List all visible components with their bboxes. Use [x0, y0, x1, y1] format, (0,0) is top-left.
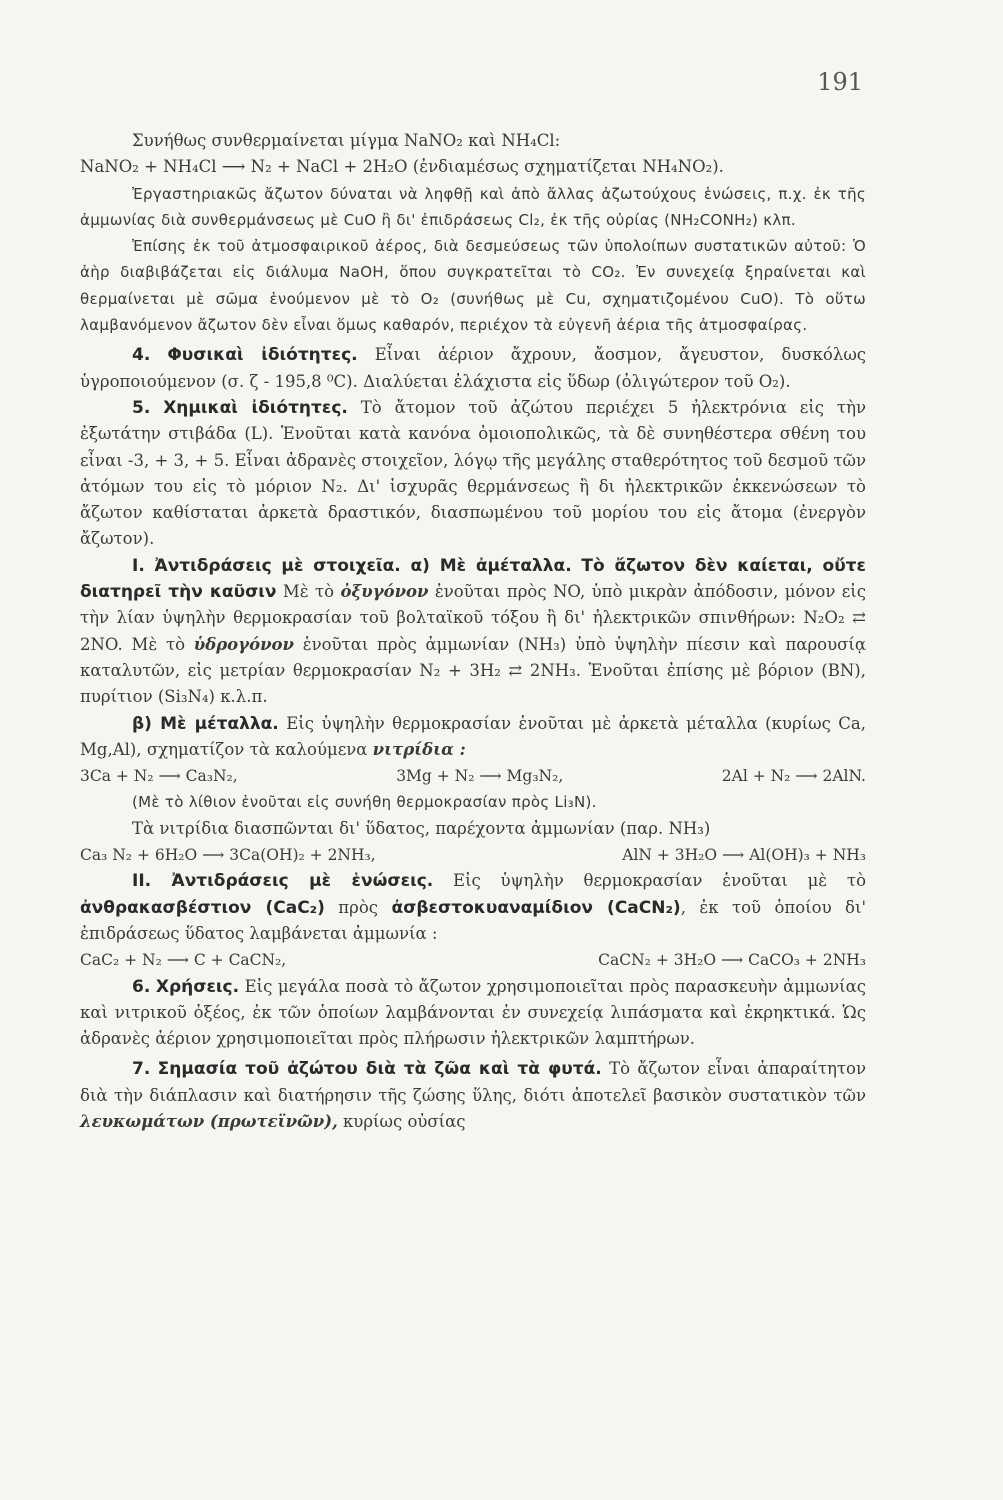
subsection-title: II. Ἀντιδράσεις μὲ ἑνώσεις. [132, 871, 434, 892]
section-number: 7. [132, 1059, 151, 1080]
subsection-title: I. Ἀντιδράσεις μὲ στοιχεῖα. α) Μὲ ἀμέταλλα. Τὸ ἄζωτον δὲν καίεται, οὔτε διατηρεῖ τὴν καῦσιν [80, 555, 866, 603]
equation-row-nitrides [80, 763, 866, 789]
term-proteins: λευκωμάτων (πρωτεϊνῶν), [80, 1111, 338, 1131]
equation-row-cyanamide [80, 947, 866, 973]
section-number: 6. [132, 976, 151, 997]
subsection-reactions-elements: I. Ἀντιδράσεις μὲ στοιχεῖα. α) Μὲ ἀμέταλλα. Τὸ ἄζωτον δὲν καίεται, οὔτε διατηρεῖ τὴν καῦσιν Μὲ τὸ ὀξυγόνον ἑνοῦται πρὸς NO, ὑπὸ μικρὰν ἀπόδοσιν, μόνον εἰς τὴν λίαν ὑψηλὴν θερμοκρασίαν τοῦ βολταϊκοῦ τόξου ἢ δι' ἠλεκτρικῶν σπινθήρων: N₂O₂ ⇄ 2NO. Μὲ τὸ ὑδρογόνον ἑνοῦται πρὸς ἀμμωνίαν (NH₃) ὑπὸ ὑψηλὴν πίεσιν καὶ παρουσίᾳ καταλυτῶν, εἰς μετρίαν θερμοκρασίαν N₂ + 3H₂ ⇄ 2NH₃. Ἑνοῦται ἐπίσης μὲ βόριον (BN), πυρίτιον (Si₃N₄) κ.λ.π. [80, 555, 866, 707]
section-physical-properties [80, 342, 866, 395]
section-title: Χρήσεις. [155, 976, 240, 997]
equation: 3Mg + N₂ ⟶ Mg₃N₂, [396, 767, 564, 786]
equation-row-hydrolysis [80, 842, 866, 868]
paragraph-air-method: Ἐπίσης ἐκ τοῦ ἀτμοσφαιρικοῦ ἀέρος, διὰ δεσμεύσεως τῶν ὑπολοίπων συστατικῶν αὐτοῦ: Ὁ ἀὴρ διαβιβάζεται εἰς διάλυμα NaOH, ὅπου συγκρατεῖται τὸ CO₂. Ἐν συνεχείᾳ ξηραίνεται καὶ θερμαίνεται μὲ σῶμα ἑνούμενον μὲ τὸ O₂ (συνήθως μὲ Cu, σχηματιζομένου CuO). Τὸ οὕτω λαμβανόμενον ἄζωτον δὲν εἶναι ὅμως καθαρόν, περιέχον τὰ εὐγενῆ ἀέρια τῆς ἀτμοσφαίρας. [80, 237, 866, 335]
equation: 2Al + N₂ ⟶ 2AlN. [721, 767, 866, 786]
note-lithium: (Μὲ τὸ λίθιον ἑνοῦται εἰς συνήθη θερμοκρασίαν πρὸς Li₃N). [132, 793, 597, 812]
paragraph-hydrolysis: Τὰ νιτρίδια διασπῶνται δι' ὕδατος, παρέχοντα ἀμμωνίαν (παρ. NH₃) [132, 818, 711, 838]
section-text: Εἶναι ἀέριον ἄχρουν, ἄοσμον, ἄγευστον, δυσκόλως ὑγροποιούμενον (σ. ζ - 195,8 ⁰C). Διαλύεται ἐλάχιστα εἰς ὕδωρ (ὀλιγώτερον τοῦ O₂). [80, 345, 867, 391]
term-calcium-cyanamide: ἀσβεστοκυαναμίδιον (CaCN₂) [391, 897, 681, 918]
section-importance: 7. Σημασία τοῦ ἀζώτου διὰ τὰ ζῶα καὶ τὰ φυτά. Τὸ ἄζωτον εἶναι ἀπαραίτητον διὰ τὴν διάπλασιν καὶ διατήρησιν τῆς ζώσης ὕλης, διότι ἀποτελεῖ βασικὸν συστατικὸν τῶν λευκωμάτων (πρωτεϊνῶν), κυρίως οὐσίας [80, 1059, 866, 1131]
page-text [80, 128, 866, 1135]
subsection-reactions-compounds: II. Ἀντιδράσεις μὲ ἑνώσεις. Εἰς ὑψηλὴν θερμοκρασίαν ἑνοῦται μὲ τὸ ἀνθρακασβέστιον (CaC₂) πρὸς ἀσβεστοκυαναμίδιον (CaCN₂), ἐκ τοῦ ὁποίου δι' ἐπιδράσεως ὕδατος λαμβάνεται ἀμμωνία : [80, 871, 866, 943]
equation: AlN + 3H₂O ⟶ Al(OH)₃ + NH₃ [622, 846, 866, 865]
equation: CaC₂ + N₂ ⟶ C + CaCN₂, [80, 951, 287, 970]
section-text: Εἰς μεγάλα ποσὰ τὸ ἄζωτον χρησιμοποιεῖται πρὸς παρασκευὴν ἀμμωνίας καὶ νιτρικοῦ ὀξέος, ἐκ τῶν ὁποίων λαμβάνονται ἐν συνεχείᾳ λιπάσματα καὶ ἐκρηκτικά. Ὡς ἀδρανὲς ἀέριον χρησιμοποιεῖται πρὸς πλήρωσιν ἠλεκτρικῶν λαμπτήρων. [80, 976, 866, 1049]
section-number: 5. [132, 397, 151, 418]
section-title: Φυσικαὶ ἰδιότητες. [167, 345, 358, 366]
equation: 3Ca + N₂ ⟶ Ca₃N₂, [80, 767, 238, 786]
section-title: Χημικαὶ ἰδιότητες. [163, 397, 348, 418]
section-text: Τὸ ἄτομον τοῦ ἀζώτου περιέχει 5 ἠλεκτρόνια εἰς τὴν ἐξωτάτην στιβάδα (L). Ἑνοῦται κατὰ κανόνα ὁμοιοπολικῶς, τὰ δὲ συνηθέστερα σθένη του εἶναι -3, + 3, + 5. Εἶναι ἀδρανὲς στοιχεῖον, λόγῳ τῆς μεγάλης σταθερότητος τοῦ δεσμοῦ τῶν ἀτόμων του εἰς τὸ μόριον N₂. Δι' ἰσχυρᾶς θερμάνσεως ἢ δι ἠλεκτρικῶν ἐκκενώσεων τὸ ἄζωτον καθίσταται ἀρκετὰ δραστικόν, διασπωμένου τοῦ μορίου του εἰς ἄτομα (ἐνεργὸν ἄζωτον). [80, 397, 866, 549]
section-number: 4. [132, 345, 151, 366]
paragraph-preparation-lab: Συνήθως συνθερμαίνεται μίγμα NaNO₂ καὶ NH₄Cl: [132, 131, 561, 150]
term-nitrides: νιτρίδια : [372, 739, 466, 759]
page-number: 191 [817, 68, 863, 96]
section-uses [80, 974, 866, 1053]
subsection-title: β) Μὲ μέταλλα. [132, 713, 279, 734]
section-chemical-properties [80, 395, 866, 553]
term-oxygen: ὀξυγόνον [340, 582, 429, 602]
subsection-metals: β) Μὲ μέταλλα. Εἰς ὑψηλὴν θερμοκρασίαν ἑνοῦται μὲ ἀρκετὰ μέταλλα (κυρίως Ca, Mg,Al), σχηματίζον τὰ καλούμενα νιτρίδια : [80, 713, 866, 759]
paragraph-lab-methods: Ἐργαστηριακῶς ἄζωτον δύναται νὰ ληφθῇ καὶ ἀπὸ ἄλλας ἀζωτούχους ἑνώσεις, π.χ. ἐκ τῆς ἀμμωνίας διὰ συνθερμάνσεως μὲ CuO ἢ δι' ἐπιδράσεως Cl₂, ἐκ τῆς οὐρίας (NH₂CONH₂) κλπ. [80, 184, 866, 229]
term-hydrogen: ὑδρογόνον [193, 634, 294, 654]
equation: Ca₃ N₂ + 6H₂O ⟶ 3Ca(OH)₂ + 2NH₃, [80, 846, 376, 865]
equation: CaCN₂ + 3H₂O ⟶ CaCO₃ + 2NH₃ [598, 951, 866, 970]
section-title: Σημασία τοῦ ἀζώτου διὰ τὰ ζῶα καὶ τὰ φυτά. [157, 1059, 602, 1080]
equation-nano2: NaNO₂ + NH₄Cl ⟶ N₂ + NaCl + 2H₂O (ἐνδιαμέσως σχηματίζεται NH₄NO₂). [80, 157, 724, 177]
term-calcium-carbide: ἀνθρακασβέστιον (CaC₂) [80, 897, 325, 918]
